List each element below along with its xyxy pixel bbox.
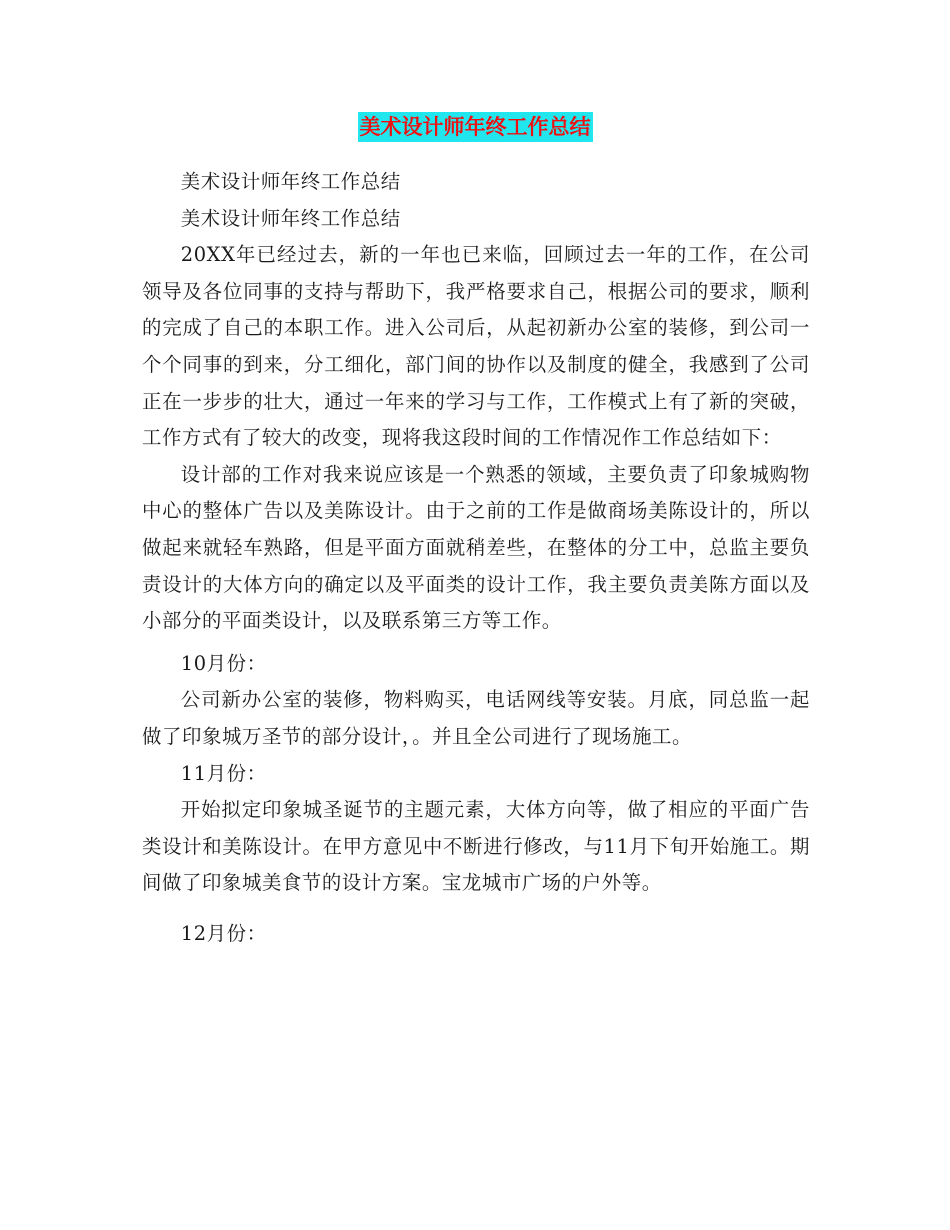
paragraph-november: 开始拟定印象城圣诞节的主题元素，大体方向等，做了相应的平面广告类设计和美陈设计。在甲方意见中不断进行修改，与11月下旬开始施工。期间做了印象城美食节的设计方案。宝龙城市广场的户外等。 bbox=[142, 798, 810, 895]
document-title: 美术设计师年终工作总结 bbox=[358, 112, 593, 142]
paragraph-october: 公司新办公室的装修，物料购买，电话网线等安装。月底，同总监一起做了印象城万圣节的部分设计，。并且全公司进行了现场施工。 bbox=[142, 688, 810, 748]
heading-october: 10月份： bbox=[180, 651, 267, 675]
heading-december: 12月份： bbox=[180, 921, 267, 945]
paragraph-design-dept: 设计部的工作对我来说应该是一个熟悉的领域，主要负责了印象城购物中心的整体广告以及美陈设计。由于之前的工作是做商场美陈设计的，所以做起来就轻车熟路，但是平面方面就稍差些，在整体的分工中，总监主要负责设计的大体方向的确定以及平面类的设计工作，我主要负责美陈方面以及小部分的平面类设计，以及联系第三方等工作。 bbox=[142, 462, 810, 633]
paragraph-subtitle-2: 美术设计师年终工作总结 bbox=[180, 206, 401, 230]
title-row bbox=[0, 112, 950, 142]
paragraph-subtitle-1: 美术设计师年终工作总结 bbox=[180, 170, 401, 193]
heading-november: 11月份： bbox=[180, 761, 267, 785]
document-body bbox=[142, 164, 810, 952]
paragraph-intro: 20XX年已经过去，新的一年也已来临，回顾过去一年的工作，在公司领导及各位同事的支持与帮助下，我严格要求自己，根据公司的要求，顺利的完成了自己的本职工作。进入公司后，从起初新办公室的装修，到公司一个个同事的到来，分工细化，部门间的协作以及制度的健全，我感到了公司正在一步步的壮大，通过一年来的学习与工作，工作模式上有了新的突破，工作方式有了较大的改变，现将我这段时间的工作情况作工作总结如下： bbox=[142, 243, 810, 450]
